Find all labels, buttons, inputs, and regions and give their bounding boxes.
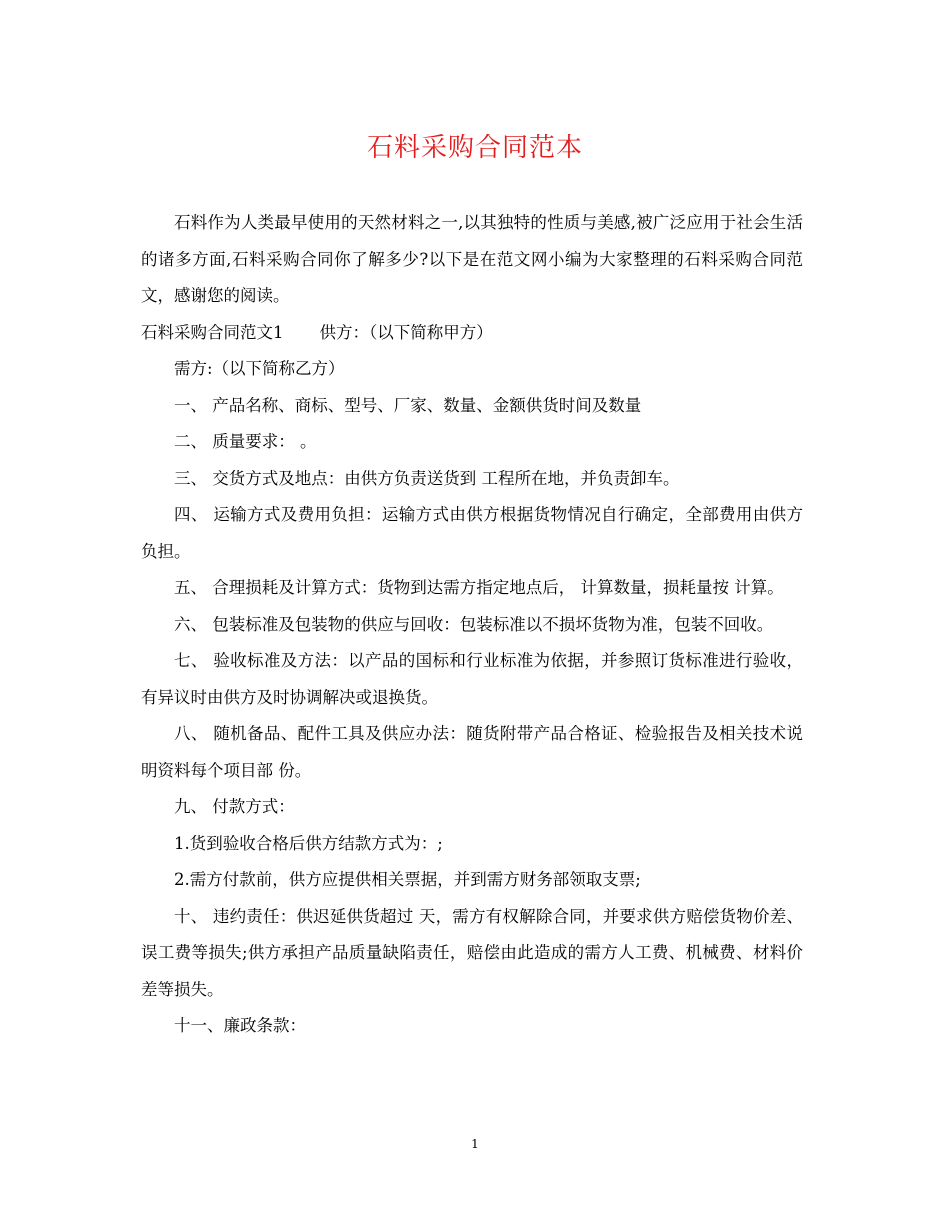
payment-item-2: 2.需方付款前，供方应提供相关票据，并到需方财务部领取支票; bbox=[174, 870, 641, 889]
document-title: 石料采购合同范本 bbox=[366, 133, 583, 163]
clause-3: 三、 交货方式及地点：由供方负责送货到 工程所在地，并负责卸车。 bbox=[174, 468, 680, 488]
clause-6: 六、 包装标准及包装物的供应与回收：包装标准以不损坏货物为准，包装不回收。 bbox=[174, 614, 774, 634]
sample-heading-line bbox=[141, 315, 803, 352]
page-number: 1 bbox=[471, 1137, 479, 1151]
buyer-line: 需方:（以下简称乙方） bbox=[174, 359, 345, 378]
clause-7: 七、 验收标准及方法：以产品的国标和行业标准为依据，并参照订货标准进行验收，有异议时由供方及时协调解决或退换货。 bbox=[141, 651, 803, 707]
clause-9: 九、 付款方式： bbox=[174, 797, 295, 816]
clause-1: 一、 产品名称、商标、型号、厂家、数量、金额供货时间及数量 bbox=[174, 395, 642, 415]
clause-10: 十、 违约责任：供迟延供货超过 天，需方有权解除合同，并要求供方赔偿货物价差、误工费等损失;供方承担产品质量缺陷责任，赔偿由此造成的需方人工费、机械费、材料价差等损失。 bbox=[141, 906, 803, 999]
supplier-line: 供方：（以下简称甲方） bbox=[319, 322, 493, 342]
payment-item-1: 1.货到验收合格后供方结款方式为：; bbox=[174, 833, 443, 853]
intro-paragraph: 石料作为人类最早使用的天然材料之一,以其独特的性质与美感,被广泛应用于社会生活的诸多方面,石料采购合同你了解多少?以下是在范文网小编为大家整理的石料采购合同范文，感谢您的阅读。 bbox=[141, 213, 803, 305]
document-body bbox=[141, 205, 803, 1045]
clause-8: 八、 随机备品、配件工具及供应办法：随货附带产品合格证、检验报告及相关技术说明资料每个项目部 份。 bbox=[141, 724, 803, 780]
clause-11: 十一、廉政条款： bbox=[174, 1016, 306, 1035]
sample-heading: 石料采购合同范文1 bbox=[141, 322, 284, 342]
clause-2: 二、 质量要求： 。 bbox=[174, 432, 317, 451]
clause-4: 四、 运输方式及费用负担：运输方式由供方根据货物情况自行确定，全部费用由供方负担。 bbox=[141, 505, 803, 561]
clause-5: 五、 合理损耗及计算方式：货物到达需方指定地点后， 计算数量，损耗量按 计算。 bbox=[174, 578, 784, 597]
